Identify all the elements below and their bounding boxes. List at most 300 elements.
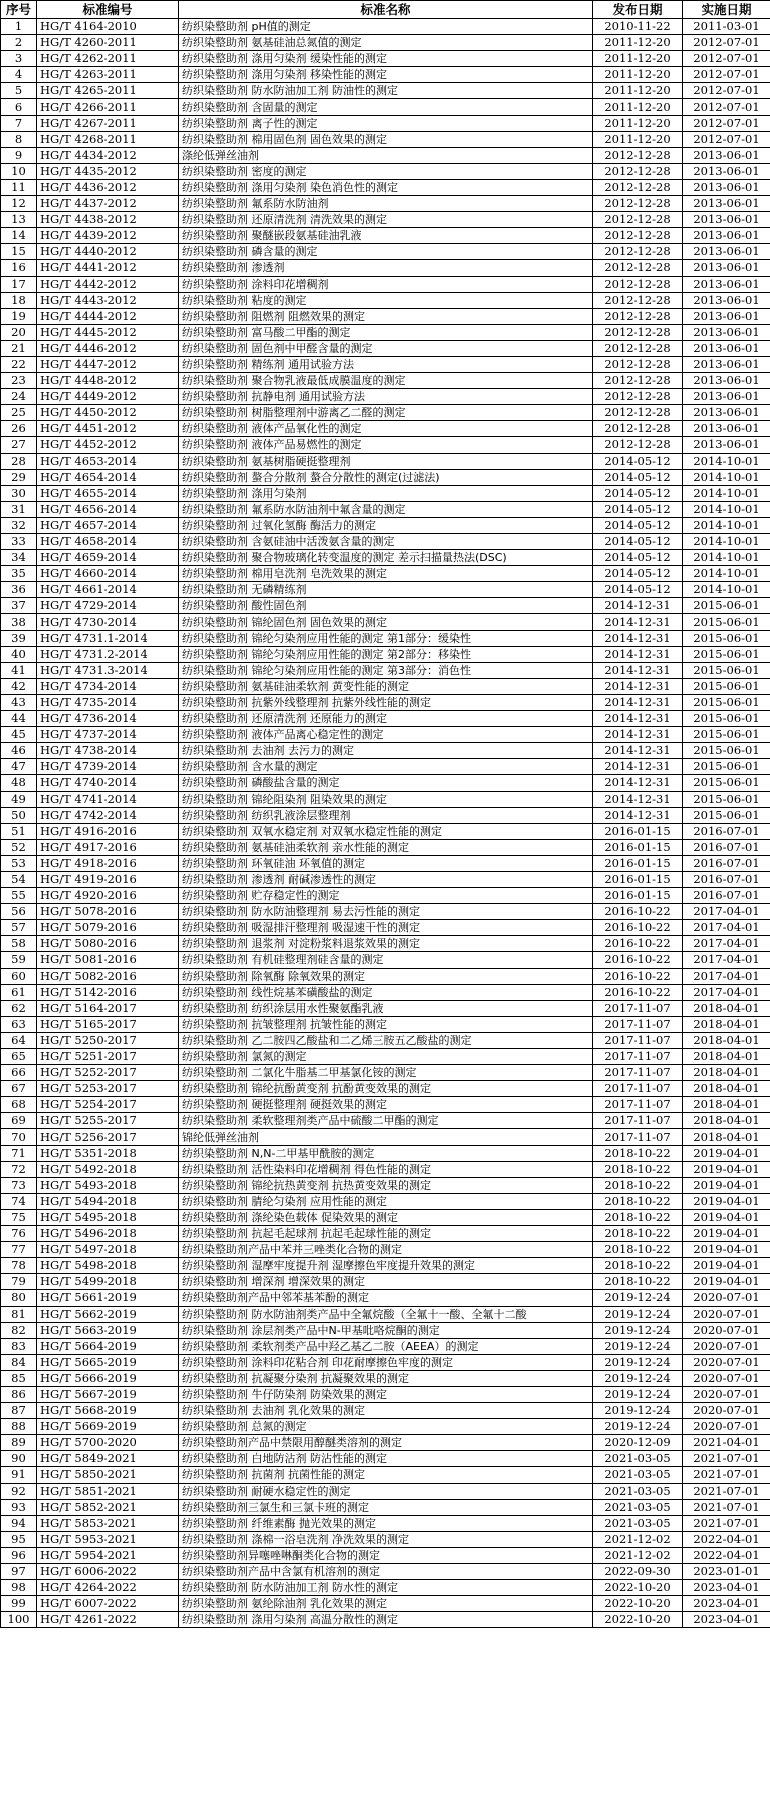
row-no: 16: [1, 260, 37, 276]
row-no: 37: [1, 598, 37, 614]
row-no: 26: [1, 421, 37, 437]
table-row: [1, 1049, 770, 1065]
publish-date: 2019-12-24: [593, 1290, 683, 1306]
row-no: 1: [1, 19, 37, 35]
standard-name: 纺织染整助剂 贮存稳定性的测定: [179, 888, 593, 904]
table-row: [1, 1338, 770, 1354]
publish-date: 2017-11-07: [593, 1113, 683, 1129]
publish-date: 2016-01-15: [593, 888, 683, 904]
table-row: [1, 1564, 770, 1580]
standard-code: HG/T 5255-2017: [37, 1113, 179, 1129]
publish-date: 2014-12-31: [593, 807, 683, 823]
publish-date: 2012-12-28: [593, 292, 683, 308]
row-no: 52: [1, 839, 37, 855]
standard-code: HG/T 4268-2011: [37, 131, 179, 147]
row-no: 33: [1, 534, 37, 550]
implement-date: 2023-04-01: [683, 1580, 770, 1596]
publish-date: 2014-12-31: [593, 727, 683, 743]
table-row: [1, 582, 770, 598]
table-row: [1, 35, 770, 51]
standard-code: HG/T 5851-2021: [37, 1483, 179, 1499]
publish-date: 2012-12-28: [593, 260, 683, 276]
standard-code: HG/T 4441-2012: [37, 260, 179, 276]
table-row: [1, 99, 770, 115]
standard-name: 纺织染整助剂产品中邻苯基苯酚的测定: [179, 1290, 593, 1306]
row-no: 40: [1, 646, 37, 662]
standard-name: 纺织染整助剂 锦纶固色剂 固色效果的测定: [179, 614, 593, 630]
table-row: [1, 260, 770, 276]
implement-date: 2015-06-01: [683, 646, 770, 662]
standard-code: HG/T 4449-2012: [37, 389, 179, 405]
standard-name: 纺织染整助剂产品中苯并三唑类化合物的测定: [179, 1242, 593, 1258]
standard-name: 纺织染整助剂 氯氮的测定: [179, 1049, 593, 1065]
standard-code: HG/T 4735-2014: [37, 694, 179, 710]
table-row: [1, 839, 770, 855]
standard-name: 纺织染整助剂 N,N-二甲基甲酰胺的测定: [179, 1145, 593, 1161]
standard-code: HG/T 4447-2012: [37, 356, 179, 372]
implement-date: 2017-04-01: [683, 936, 770, 952]
standard-name: 纺织染整助剂 磷酸盐含量的测定: [179, 775, 593, 791]
standard-name: 纺织染整助剂 柔软整理剂类产品中硫酸二甲酯的测定: [179, 1113, 593, 1129]
standard-code: HG/T 4443-2012: [37, 292, 179, 308]
row-no: 11: [1, 179, 37, 195]
standard-code: HG/T 4446-2012: [37, 340, 179, 356]
standard-name: 纺织染整助剂 环氧硅油 环氧值的测定: [179, 855, 593, 871]
standard-name: 纺织染整助剂 涂料印花增稠剂: [179, 276, 593, 292]
row-no: 2: [1, 35, 37, 51]
publish-date: 2012-12-28: [593, 356, 683, 372]
publish-date: 2011-12-20: [593, 35, 683, 51]
implement-date: 2019-04-01: [683, 1161, 770, 1177]
implement-date: 2014-10-01: [683, 566, 770, 582]
table-row: [1, 1032, 770, 1048]
standard-name: 纺织染整助剂 防水防油加工剂 防水性的测定: [179, 1580, 593, 1596]
standard-name: 纺织染整助剂 总氮的测定: [179, 1419, 593, 1435]
table-row: [1, 1370, 770, 1386]
standard-name: 纺织染整助剂 锦纶阻染剂 阻染效果的测定: [179, 791, 593, 807]
header-pub-date: 发布日期: [593, 1, 683, 19]
publish-date: 2016-01-15: [593, 839, 683, 855]
standard-name: 纺织染整助剂 湿摩牢度提升剂 湿摩擦色牢度提升效果的测定: [179, 1258, 593, 1274]
standard-code: HG/T 4448-2012: [37, 373, 179, 389]
implement-date: 2011-03-01: [683, 19, 770, 35]
table-row: [1, 1145, 770, 1161]
table-row: [1, 550, 770, 566]
implement-date: 2013-06-01: [683, 340, 770, 356]
publish-date: 2012-12-28: [593, 308, 683, 324]
standard-name: 纺织染整助剂 渗透剂: [179, 260, 593, 276]
standard-name: 纺织染整助剂 有机硅整理剂硅含量的测定: [179, 952, 593, 968]
publish-date: 2022-10-20: [593, 1580, 683, 1596]
row-no: 3: [1, 51, 37, 67]
implement-date: 2018-04-01: [683, 1129, 770, 1145]
publish-date: 2018-10-22: [593, 1274, 683, 1290]
standard-name: 纺织染整助剂 富马酸二甲酯的测定: [179, 324, 593, 340]
table-row: [1, 469, 770, 485]
table-row: [1, 324, 770, 340]
publish-date: 2019-12-24: [593, 1370, 683, 1386]
standard-name: 纺织染整助剂 含氨硅油中活泼氨含量的测定: [179, 534, 593, 550]
row-no: 86: [1, 1386, 37, 1402]
standard-name: 纺织染整助剂 柔软剂类产品中羟乙基乙二胺（AEEA）的测定: [179, 1338, 593, 1354]
publish-date: 2019-12-24: [593, 1338, 683, 1354]
table-row: [1, 904, 770, 920]
implement-date: 2013-06-01: [683, 147, 770, 163]
implement-date: 2021-07-01: [683, 1451, 770, 1467]
row-no: 62: [1, 1000, 37, 1016]
publish-date: 2016-01-15: [593, 823, 683, 839]
publish-date: 2021-12-02: [593, 1547, 683, 1563]
publish-date: 2011-12-20: [593, 51, 683, 67]
implement-date: 2020-07-01: [683, 1419, 770, 1435]
publish-date: 2018-10-22: [593, 1177, 683, 1193]
table-row: [1, 1290, 770, 1306]
publish-date: 2018-10-22: [593, 1161, 683, 1177]
implement-date: 2013-06-01: [683, 437, 770, 453]
standard-name: 纺织染整助剂三氯生和三氯卡班的测定: [179, 1499, 593, 1515]
publish-date: 2017-11-07: [593, 1032, 683, 1048]
publish-date: 2014-12-31: [593, 678, 683, 694]
row-no: 78: [1, 1258, 37, 1274]
implement-date: 2019-04-01: [683, 1226, 770, 1242]
implement-date: 2019-04-01: [683, 1177, 770, 1193]
standard-name: 纺织染整助剂 精练剂 通用试验方法: [179, 356, 593, 372]
implement-date: 2020-07-01: [683, 1306, 770, 1322]
table-row: [1, 196, 770, 212]
table-row: [1, 308, 770, 324]
standard-name: 纺织染整助剂 固色剂中甲醛含量的测定: [179, 340, 593, 356]
implement-date: 2012-07-01: [683, 131, 770, 147]
standard-code: HG/T 4741-2014: [37, 791, 179, 807]
standard-code: HG/T 4660-2014: [37, 566, 179, 582]
standard-name: 纺织染整助剂 去油剂 乳化效果的测定: [179, 1403, 593, 1419]
table-row: [1, 807, 770, 823]
row-no: 96: [1, 1547, 37, 1563]
standard-code: HG/T 4442-2012: [37, 276, 179, 292]
table-row: [1, 405, 770, 421]
implement-date: 2013-06-01: [683, 212, 770, 228]
standard-code: HG/T 5494-2018: [37, 1193, 179, 1209]
row-no: 36: [1, 582, 37, 598]
standard-code: HG/T 5495-2018: [37, 1209, 179, 1225]
standard-name: 纺织染整助剂 锦纶抗热黄变剂 抗热黄变效果的测定: [179, 1177, 593, 1193]
row-no: 35: [1, 566, 37, 582]
standard-code: HG/T 5664-2019: [37, 1338, 179, 1354]
row-no: 99: [1, 1596, 37, 1612]
table-row: [1, 743, 770, 759]
implement-date: 2018-04-01: [683, 1016, 770, 1032]
table-row: [1, 1081, 770, 1097]
standard-code: HG/T 5497-2018: [37, 1242, 179, 1258]
implement-date: 2014-10-01: [683, 550, 770, 566]
standard-code: HG/T 5250-2017: [37, 1032, 179, 1048]
standard-name: 纺织染整助剂 还原清洗剂 还原能力的测定: [179, 711, 593, 727]
standard-name: 纺织染整助剂 涤纶染色载体 促染效果的测定: [179, 1209, 593, 1225]
row-no: 93: [1, 1499, 37, 1515]
standard-code: HG/T 4434-2012: [37, 147, 179, 163]
implement-date: 2012-07-01: [683, 35, 770, 51]
standard-name: 纺织染整助剂 腈纶匀染剂 应用性能的测定: [179, 1193, 593, 1209]
table-row: [1, 212, 770, 228]
standard-code: HG/T 5079-2016: [37, 920, 179, 936]
implement-date: 2015-06-01: [683, 598, 770, 614]
standard-code: HG/T 4450-2012: [37, 405, 179, 421]
standard-name: 纺织染整助剂产品中含氯有机溶剂的测定: [179, 1564, 593, 1580]
table-row: [1, 888, 770, 904]
standard-code: HG/T 5667-2019: [37, 1386, 179, 1402]
publish-date: 2016-10-22: [593, 936, 683, 952]
row-no: 98: [1, 1580, 37, 1596]
publish-date: 2014-12-31: [593, 791, 683, 807]
standard-code: HG/T 4164-2010: [37, 19, 179, 35]
row-no: 44: [1, 711, 37, 727]
implement-date: 2013-06-01: [683, 324, 770, 340]
row-no: 70: [1, 1129, 37, 1145]
standard-code: HG/T 5493-2018: [37, 1177, 179, 1193]
standard-code: HG/T 5669-2019: [37, 1419, 179, 1435]
standard-code: HG/T 4656-2014: [37, 501, 179, 517]
standard-name: 纺织染整助剂 退浆剂 对淀粉浆料退浆效果的测定: [179, 936, 593, 952]
publish-date: 2014-12-31: [593, 711, 683, 727]
row-no: 13: [1, 212, 37, 228]
standard-code: HG/T 4737-2014: [37, 727, 179, 743]
table-row: [1, 276, 770, 292]
publish-date: 2016-01-15: [593, 871, 683, 887]
table-row: [1, 534, 770, 550]
implement-date: 2013-06-01: [683, 373, 770, 389]
row-no: 28: [1, 453, 37, 469]
publish-date: 2012-12-28: [593, 405, 683, 421]
table-row: [1, 1403, 770, 1419]
row-no: 100: [1, 1612, 37, 1628]
standard-name: 纺织染整助剂 抗凝聚分染剂 抗凝聚效果的测定: [179, 1370, 593, 1386]
standard-name: 纺织染整助剂 防水防油加工剂 防油性的测定: [179, 83, 593, 99]
standard-name: 纺织染整助剂 氨基树脂硬挺整理剂: [179, 453, 593, 469]
implement-date: 2016-07-01: [683, 839, 770, 855]
standard-name: 纺织染整助剂 涂料印花粘合剂 印花耐摩擦色牢度的测定: [179, 1354, 593, 1370]
standard-code: HG/T 4436-2012: [37, 179, 179, 195]
row-no: 31: [1, 501, 37, 517]
publish-date: 2021-03-05: [593, 1499, 683, 1515]
standard-code: HG/T 5142-2016: [37, 984, 179, 1000]
standard-code: HG/T 6007-2022: [37, 1596, 179, 1612]
implement-date: 2015-06-01: [683, 759, 770, 775]
row-no: 58: [1, 936, 37, 952]
implement-date: 2014-10-01: [683, 534, 770, 550]
row-no: 4: [1, 67, 37, 83]
standard-name: 纺织染整助剂 无磷精练剂: [179, 582, 593, 598]
implement-date: 2020-07-01: [683, 1386, 770, 1402]
standard-code: HG/T 4916-2016: [37, 823, 179, 839]
standard-name: 涤纶低弹丝油剂: [179, 147, 593, 163]
standard-name: 纺织染整助剂 氟系防水防油剂: [179, 196, 593, 212]
table-row: [1, 453, 770, 469]
table-row: [1, 501, 770, 517]
table-row: [1, 1000, 770, 1016]
table-row: [1, 1547, 770, 1563]
publish-date: 2011-12-20: [593, 83, 683, 99]
publish-date: 2014-12-31: [593, 646, 683, 662]
standard-code: HG/T 4264-2022: [37, 1580, 179, 1596]
header-imp-date: 实施日期: [683, 1, 770, 19]
row-no: 29: [1, 469, 37, 485]
table-row: [1, 952, 770, 968]
publish-date: 2014-05-12: [593, 453, 683, 469]
row-no: 14: [1, 228, 37, 244]
table-row: [1, 485, 770, 501]
standard-code: HG/T 5850-2021: [37, 1467, 179, 1483]
standard-code: HG/T 4654-2014: [37, 469, 179, 485]
standard-code: HG/T 4920-2016: [37, 888, 179, 904]
row-no: 82: [1, 1322, 37, 1338]
standard-code: HG/T 5700-2020: [37, 1435, 179, 1451]
table-row: [1, 936, 770, 952]
standard-name: 纺织染整助剂 pH值的测定: [179, 19, 593, 35]
row-no: 85: [1, 1370, 37, 1386]
table-row: [1, 437, 770, 453]
standard-name: 纺织染整助剂 氨基硅油总氮值的测定: [179, 35, 593, 51]
implement-date: 2013-06-01: [683, 196, 770, 212]
table-row: [1, 823, 770, 839]
standard-code: HG/T 5082-2016: [37, 968, 179, 984]
row-no: 19: [1, 308, 37, 324]
table-row: [1, 244, 770, 260]
row-no: 49: [1, 791, 37, 807]
standard-name: 纺织染整助剂 密度的测定: [179, 163, 593, 179]
publish-date: 2017-11-07: [593, 1097, 683, 1113]
implement-date: 2014-10-01: [683, 469, 770, 485]
publish-date: 2012-12-28: [593, 340, 683, 356]
implement-date: 2014-10-01: [683, 517, 770, 533]
standard-code: HG/T 5351-2018: [37, 1145, 179, 1161]
implement-date: 2018-04-01: [683, 1097, 770, 1113]
table-row: [1, 1612, 770, 1628]
table-row: [1, 759, 770, 775]
publish-date: 2018-10-22: [593, 1145, 683, 1161]
row-no: 61: [1, 984, 37, 1000]
row-no: 25: [1, 405, 37, 421]
implement-date: 2021-04-01: [683, 1435, 770, 1451]
row-no: 72: [1, 1161, 37, 1177]
implement-date: 2018-04-01: [683, 1081, 770, 1097]
table-row: [1, 646, 770, 662]
table-row: [1, 1242, 770, 1258]
implement-date: 2015-06-01: [683, 775, 770, 791]
table-row: [1, 147, 770, 163]
implement-date: 2016-07-01: [683, 823, 770, 839]
publish-date: 2012-12-28: [593, 179, 683, 195]
row-no: 73: [1, 1177, 37, 1193]
implement-date: 2018-04-01: [683, 1032, 770, 1048]
publish-date: 2017-11-07: [593, 1049, 683, 1065]
row-no: 22: [1, 356, 37, 372]
standard-code: HG/T 4736-2014: [37, 711, 179, 727]
implement-date: 2014-10-01: [683, 485, 770, 501]
publish-date: 2017-11-07: [593, 1016, 683, 1032]
table-row: [1, 1515, 770, 1531]
standard-name: 纺织染整助剂产品中禁限用醇醚类溶剂的测定: [179, 1435, 593, 1451]
implement-date: 2021-07-01: [683, 1483, 770, 1499]
standard-name: 纺织染整助剂 棉用固色剂 固色效果的测定: [179, 131, 593, 147]
standard-code: HG/T 4738-2014: [37, 743, 179, 759]
table-row: [1, 356, 770, 372]
standard-name: 纺织染整助剂 棉用皂洗剂 皂洗效果的测定: [179, 566, 593, 582]
implement-date: 2013-06-01: [683, 163, 770, 179]
standard-code: HG/T 4440-2012: [37, 244, 179, 260]
table-row: [1, 678, 770, 694]
implement-date: 2015-06-01: [683, 807, 770, 823]
standard-name: 纺织染整助剂 含水量的测定: [179, 759, 593, 775]
table-row: [1, 1322, 770, 1338]
implement-date: 2015-06-01: [683, 711, 770, 727]
standard-name: 纺织染整助剂 聚合物玻璃化转变温度的测定 差示扫描量热法(DSC): [179, 550, 593, 566]
standard-code: HG/T 4918-2016: [37, 855, 179, 871]
row-no: 42: [1, 678, 37, 694]
standard-code: HG/T 5666-2019: [37, 1370, 179, 1386]
standard-name: 纺织染整助剂 氟系防水防油剂中氟含量的测定: [179, 501, 593, 517]
publish-date: 2016-10-22: [593, 920, 683, 936]
publish-date: 2016-01-15: [593, 855, 683, 871]
row-no: 45: [1, 727, 37, 743]
standard-name: 纺织染整助剂 去油剂 去污力的测定: [179, 743, 593, 759]
row-no: 39: [1, 630, 37, 646]
standard-name: 纺织染整助剂 牛仔防染剂 防染效果的测定: [179, 1386, 593, 1402]
publish-date: 2012-12-28: [593, 228, 683, 244]
standard-name: 纺织染整助剂 硬挺整理剂 硬挺效果的测定: [179, 1097, 593, 1113]
table-row: [1, 968, 770, 984]
standard-code: HG/T 4739-2014: [37, 759, 179, 775]
row-no: 89: [1, 1435, 37, 1451]
standard-code: HG/T 4266-2011: [37, 99, 179, 115]
table-row: [1, 517, 770, 533]
standard-code: HG/T 5492-2018: [37, 1161, 179, 1177]
row-no: 67: [1, 1081, 37, 1097]
implement-date: 2018-04-01: [683, 1113, 770, 1129]
implement-date: 2013-06-01: [683, 405, 770, 421]
standard-name: 纺织染整助剂 涂层剂类产品中N-甲基吡咯烷酮的测定: [179, 1322, 593, 1338]
table-row: [1, 1435, 770, 1451]
standard-code: HG/T 5665-2019: [37, 1354, 179, 1370]
standard-code: HG/T 4655-2014: [37, 485, 179, 501]
implement-date: 2012-07-01: [683, 115, 770, 131]
publish-date: 2012-12-28: [593, 163, 683, 179]
row-no: 6: [1, 99, 37, 115]
table-row: [1, 1065, 770, 1081]
publish-date: 2012-12-28: [593, 147, 683, 163]
publish-date: 2012-12-28: [593, 437, 683, 453]
table-row: [1, 1113, 770, 1129]
publish-date: 2011-12-20: [593, 115, 683, 131]
standard-code: HG/T 4451-2012: [37, 421, 179, 437]
implement-date: 2017-04-01: [683, 984, 770, 1000]
row-no: 9: [1, 147, 37, 163]
row-no: 51: [1, 823, 37, 839]
standard-name: 纺织染整助剂 涤用匀染剂: [179, 485, 593, 501]
table-row: [1, 1306, 770, 1322]
publish-date: 2012-12-28: [593, 276, 683, 292]
standard-name: 纺织染整助剂 涤用匀染剂 高温分散性的测定: [179, 1612, 593, 1628]
publish-date: 2014-12-31: [593, 775, 683, 791]
table-row: [1, 292, 770, 308]
table-row: [1, 630, 770, 646]
table-row: [1, 598, 770, 614]
row-no: 48: [1, 775, 37, 791]
implement-date: 2016-07-01: [683, 871, 770, 887]
implement-date: 2014-10-01: [683, 582, 770, 598]
standard-name: 纺织染整助剂 酸性固色剂: [179, 598, 593, 614]
table-row: [1, 163, 770, 179]
standard-code: HG/T 5081-2016: [37, 952, 179, 968]
